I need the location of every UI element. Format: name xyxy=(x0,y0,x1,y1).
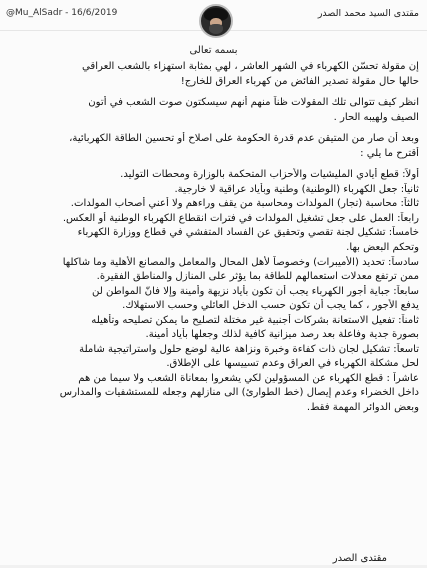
list-item: يدفع الأجور ، كما يجب أن تكون حسب الدخل العائلي وحسب الاستهلاك. xyxy=(122,300,419,312)
basmala-heading: بسمه تعالى xyxy=(189,45,238,56)
list-item: عاشراً : قطع الكهرباء عن المسؤولين لكي يشعروا بمعاناة الشعب ولا سيما من هم xyxy=(78,372,419,384)
list-item: لحل مشكلة الكهرباء في العراق وعدم تسييسها على الإطلاق. xyxy=(166,358,419,370)
body-line: أقترح ما يلي : xyxy=(360,147,419,159)
list-item: أولاً: قطع أيادي المليشيات والأحزاب المتحكمة بالوزارة ومحطات التوليد. xyxy=(120,169,419,181)
list-item: داخل الخضراء وعدم إيصال (خط الطوارئ) الى منازلهم وجعله للمستشفيات والمدارس xyxy=(59,387,419,399)
author-name: مقتدى السيد محمد الصدر xyxy=(317,8,419,19)
header-bar xyxy=(0,0,427,31)
twitter-handle-date: @Mu_AlSadr - 16/6/2019 xyxy=(6,8,118,18)
list-item: سابعاً: جباية أجور الكهرباء يجب أن تكون بأياد نزيهة وأمينة وإلا فانّ المواطن لن xyxy=(92,285,419,297)
statement-body xyxy=(10,60,419,416)
list-item: رابعاً: العمل على جعل تشغيل المولدات في فترات انقطاع الكهرباء الوطنية أو العكس. xyxy=(62,212,419,224)
body-line: انظر كيف تتوالى تلك المقولات ظناً منهم أنهم سيسكتون صوت الشعب في أتون xyxy=(88,97,419,109)
avatar xyxy=(199,4,233,38)
body-line: حالها حال مقولة تصدير الفائض من كهرباء العراق للخارج! xyxy=(180,75,419,87)
body-line: الصيف ولهيبه الحار . xyxy=(333,111,419,123)
list-item: وتحكم البعض بها. xyxy=(346,242,419,254)
list-item: خامساً: تشكيل لجنة تقصي وتحقيق عن الفساد المتفشي في قطاع ووزارة الكهرباء xyxy=(77,227,419,239)
list-item: بصورة جدية وفاعلة بعد رصد ميزانية كافية لذلك وجعلها بأياد أمينة. xyxy=(145,329,419,341)
list-item: ثالثاً: محاسبة (تجار) المولدات ومحاسبة من يقف وراءهم ولا أعني أصحاب المولدات. xyxy=(70,198,419,210)
list-item: ثامناً: تفعيل الاستعانة بشركات أجنبية غير مختلة لتصليح ما يمكن تصليحه وتأهيله xyxy=(91,314,419,326)
beard-shape xyxy=(209,24,223,34)
list-item: سادساً: تحديد (الأميبرات) وخصوصاً لأهل المحال والمعامل والمصانع الأهلية وما شاكلها xyxy=(62,256,419,268)
list-item: وبعض الدوائر المهمة فقط. xyxy=(306,402,419,414)
signature: مقتدى الصدر xyxy=(332,553,387,564)
list-item: ثانياً: جعل الكهرباء (الوطنية) وطنية وبأياد عراقية لا خارجية. xyxy=(174,183,419,195)
list-item: ممن ترتفع معدلات استعمالهم للطاقة بما يؤثر على المنازل والمناطق الفقيرة. xyxy=(96,271,419,283)
body-line: إن مقولة تحسّن الكهرباء في الشهر العاشر ، لهي بمثابة استهزاء بالشعب العراقي xyxy=(81,61,419,72)
body-line: وبعد أن صار من المتيقن عدم قدرة الحكومة على اصلاح أو تحسين الطاقة الكهربائية، xyxy=(69,133,419,145)
list-item: تاسعاً: تشكيل لجان ذات كفاءة وخبرة ونزاهة عالية لوضع حلول واستراتيجية شاملة xyxy=(79,343,419,355)
